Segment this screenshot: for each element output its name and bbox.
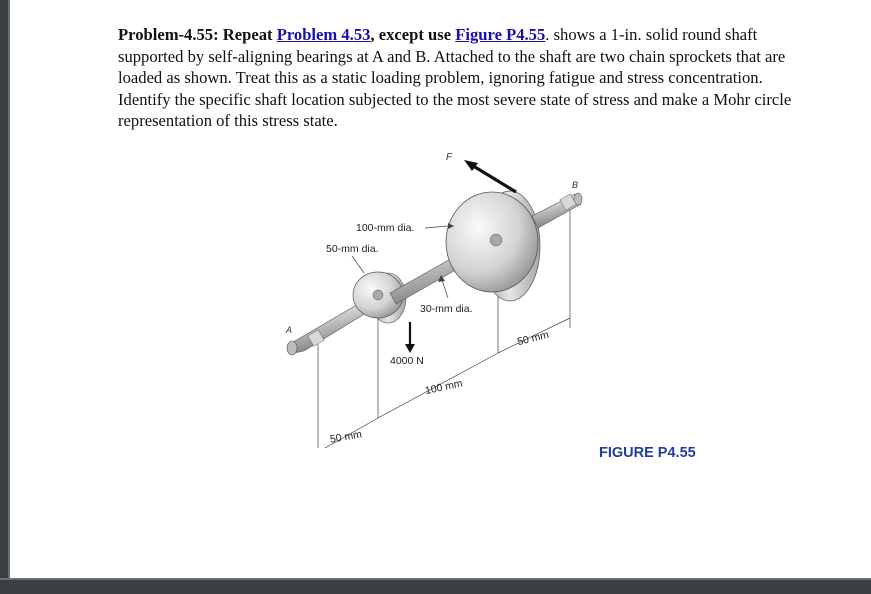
label-bearing-b: B [572,180,579,190]
problem-heading: Problem-4.55: [118,25,219,44]
viewer-left-border [0,0,10,594]
problem-text [118,24,818,132]
label-load: 4000 N [390,355,424,367]
problem-body: . shows a 1-in. solid round shaft supported by self-aligning bearings at A and B. Attached to the shaft are two chain sprockets that are loaded as shown. Treat this as a static loading problem, ignoring fatigue and stress concentration. Identify the specific shaft location subjected to the most severe state of stress and make a Mohr circle representation of this stress state. [118,25,792,130]
small-sprocket-hub [373,290,383,300]
force-f-arrow [470,164,516,192]
problem-except-use: , except use [370,25,452,44]
link-figure-p4-55[interactable]: Figure P4.55 [455,25,546,44]
leader-small-dia [352,256,364,273]
problem-repeat: Repeat [222,25,273,44]
viewer-bottom-border [0,578,871,594]
link-problem-4-53[interactable]: Problem 4.53 [276,25,371,44]
shaft-figure [270,148,610,448]
shaft-right [532,194,581,228]
label-dim-100: 100 mm [423,377,464,398]
leader-large-dia [425,226,448,228]
label-dim-50-right: 50 mm [516,328,551,349]
leader-shaft-dia [442,280,448,298]
label-bearing-a: A [286,325,293,335]
figure-caption: FIGURE P4.55 [599,445,696,461]
shaft-end-a [287,341,297,355]
label-small-dia: 50-mm dia. [326,243,379,255]
label-dim-50-left: 50 mm [329,428,363,446]
label-force-f: F [446,152,453,163]
shaft-left [290,303,366,353]
large-sprocket-hub [490,234,502,246]
label-shaft-dia: 30-mm dia. [420,303,473,315]
label-large-dia: 100-mm dia. [356,222,415,234]
load-arrowhead [405,344,415,353]
